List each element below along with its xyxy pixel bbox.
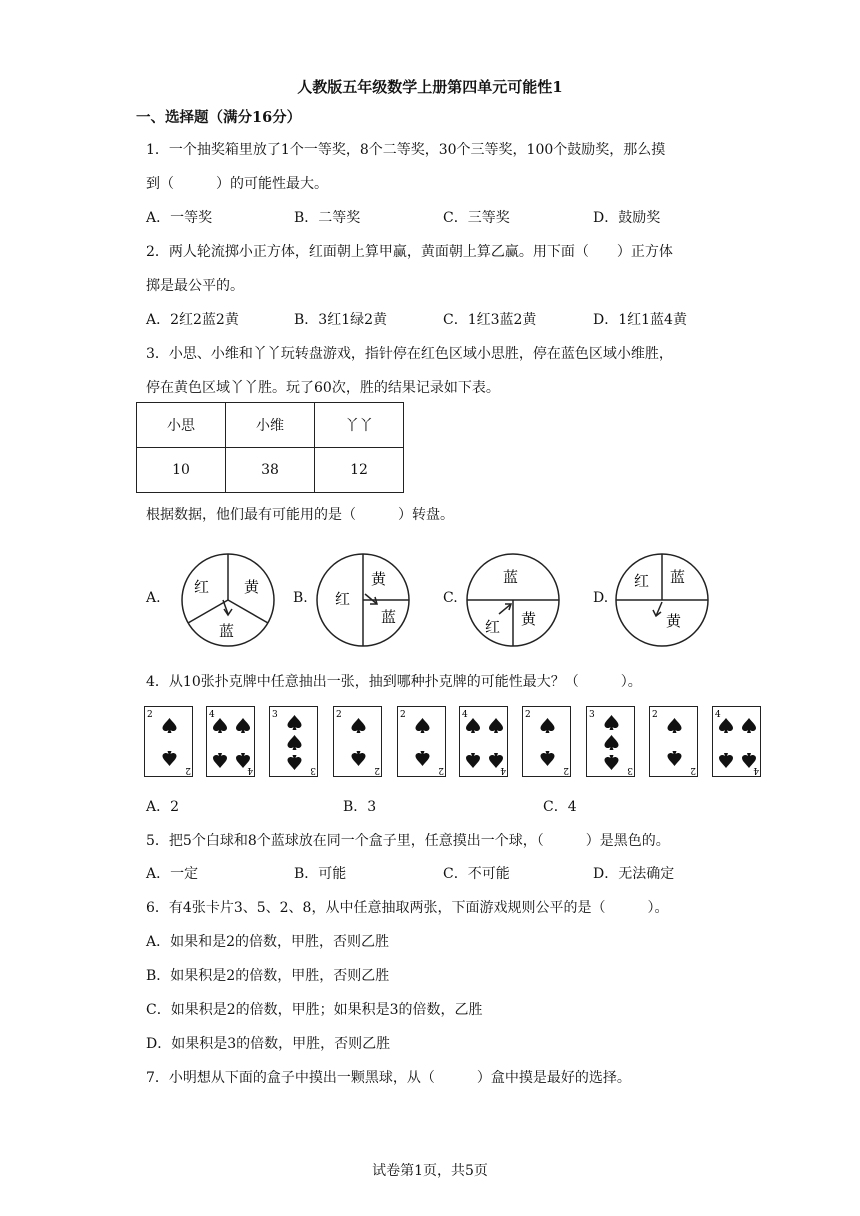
q2-stem-line2: 掷是最公平的。 — [146, 278, 244, 294]
card-rank: 2 — [690, 765, 696, 775]
spade-pip — [742, 718, 756, 733]
table-cell: 10 — [137, 448, 226, 493]
playing-card — [522, 706, 571, 777]
spade-pip — [213, 753, 227, 768]
page-footer: 试卷第1页，共5页 — [372, 1163, 488, 1179]
table-cell: 12 — [315, 448, 404, 493]
table-cell: 38 — [226, 448, 315, 493]
q3-stem-line1: 3．小思、小维和丫丫玩转盘游戏，指针停在红色区域小思胜，停在蓝色区域小维胜， — [146, 346, 673, 362]
q2-option-a: A．2红2蓝2黄 — [146, 312, 239, 328]
q6-option-b: B．如果积是2的倍数，甲胜，否则乙胜 — [146, 968, 390, 984]
spade-pip — [236, 718, 250, 733]
q5-option-c: C．不可能 — [443, 866, 510, 882]
spade-pip — [719, 753, 733, 768]
q3-stem-line2: 停在黄色区域丫丫胜。玩了60次，胜的结果记录如下表。 — [146, 380, 500, 396]
card-rank: 3 — [272, 710, 278, 720]
q6-option-d: D．如果积是3的倍数，甲胜，否则乙胜 — [146, 1036, 391, 1052]
q1-option-d: D．鼓励奖 — [593, 210, 661, 226]
spade-pip — [541, 718, 555, 733]
results-table — [136, 402, 404, 493]
table-header-row — [137, 403, 404, 448]
spade-icon — [523, 707, 572, 778]
card-rank: 2 — [400, 710, 406, 720]
playing-card — [649, 706, 698, 777]
q6-option-c: C．如果积是2的倍数，甲胜；如果积是3的倍数，乙胜 — [146, 1002, 483, 1018]
spade-pip — [352, 718, 366, 733]
spade-pip — [213, 718, 227, 733]
card-rank: 3 — [627, 765, 633, 775]
spade-pip — [605, 735, 619, 750]
spade-pip — [605, 755, 619, 770]
card-rank: 2 — [438, 765, 444, 775]
playing-card — [712, 706, 761, 777]
card-rank: 2 — [336, 710, 342, 720]
spinner-d-diagram — [614, 552, 710, 648]
spade-icon — [207, 707, 256, 778]
spade-icon — [650, 707, 699, 778]
q2-option-d: D．1红1蓝4黄 — [593, 312, 687, 328]
q1-option-a: A．一等奖 — [146, 210, 213, 226]
spinner-a-diagram — [180, 552, 276, 648]
q1-option-b: B．二等奖 — [294, 210, 361, 226]
q4-stem: 4．从10张扑克牌中任意抽出一张，抽到哪种扑克牌的可能性最大？（ ）。 — [146, 674, 642, 690]
playing-card — [459, 706, 508, 777]
table-header-cell: 小维 — [226, 403, 315, 448]
spade-icon — [270, 707, 319, 778]
spinner-text-blue: 蓝 — [381, 608, 397, 626]
card-rank: 4 — [209, 710, 215, 720]
spade-icon — [587, 707, 636, 778]
spinner-text-yellow: 黄 — [244, 578, 260, 596]
card-rank: 2 — [563, 765, 569, 775]
q6-stem: 6．有4张卡片3、5、2、8，从中任意抽取两张，下面游戏规则公平的是（ ）。 — [146, 900, 669, 916]
spinner-text-yellow: 黄 — [666, 612, 682, 630]
spade-pip — [416, 751, 430, 766]
spinner-text-red: 红 — [485, 618, 501, 636]
q3-stem-line3: 根据数据，他们最有可能用的是（ ）转盘。 — [146, 507, 454, 523]
playing-card — [586, 706, 635, 777]
spade-pip — [352, 751, 366, 766]
spinner-c-diagram — [465, 552, 561, 648]
playing-card — [206, 706, 255, 777]
spade-icon — [713, 707, 762, 778]
spinner-text-blue: 蓝 — [670, 568, 686, 586]
spade-pip — [416, 718, 430, 733]
q2-stem-line1: 2．两人轮流掷小正方体，红面朝上算甲赢，黄面朝上算乙赢。用下面（ ）正方体 — [146, 244, 673, 260]
spinner-text-yellow: 黄 — [521, 610, 537, 628]
spade-pip — [719, 718, 733, 733]
spade-pip — [668, 718, 682, 733]
spade-pip — [541, 751, 555, 766]
section-heading: 一、选择题（满分16分） — [136, 109, 302, 126]
card-rank: 4 — [247, 765, 253, 775]
spinner-b-diagram — [315, 552, 411, 648]
spinner-text-red: 红 — [194, 578, 210, 596]
spinner-c-label: C. — [443, 590, 458, 606]
q5-option-b: B．可能 — [294, 866, 347, 882]
spinner-text-red: 红 — [634, 572, 650, 590]
q2-option-c: C．1红3蓝2黄 — [443, 312, 537, 328]
spade-pip — [288, 715, 302, 730]
spinner-text-blue: 蓝 — [503, 568, 519, 586]
table-header-cell: 丫丫 — [315, 403, 404, 448]
q1-stem-line2: 到（ ）的可能性最大。 — [146, 176, 328, 192]
q5-stem: 5．把5个白球和8个蓝球放在同一个盒子里，任意摸出一个球，（ ）是黑色的。 — [146, 833, 670, 849]
card-rank: 3 — [589, 710, 595, 720]
spinner-text-blue: 蓝 — [219, 622, 235, 640]
page-title: 人教版五年级数学上册第四单元可能性1 — [297, 78, 563, 96]
q4-option-c: C．4 — [543, 799, 577, 815]
card-rank: 2 — [374, 765, 380, 775]
spade-pip — [288, 735, 302, 750]
q7-stem: 7．小明想从下面的盒子中摸出一颗黑球，从（ ）盒中摸是最好的选择。 — [146, 1070, 631, 1086]
playing-card — [144, 706, 193, 777]
spade-pip — [288, 755, 302, 770]
q1-stem-line1: 1．一个抽奖箱里放了1个一等奖，8个二等奖，30个三等奖，100个鼓励奖，那么摸 — [146, 142, 666, 158]
spade-pip — [668, 751, 682, 766]
card-rank: 2 — [652, 710, 658, 720]
q1-option-c: C．三等奖 — [443, 210, 510, 226]
spinner-text-yellow: 黄 — [371, 570, 387, 588]
playing-card — [269, 706, 318, 777]
spade-pip — [489, 718, 503, 733]
spade-icon — [460, 707, 509, 778]
q2-option-b: B．3红1绿2黄 — [294, 312, 388, 328]
spade-icon — [145, 707, 194, 778]
spinner-text-red: 红 — [335, 590, 351, 608]
spinner-a-label: A. — [146, 590, 161, 606]
spinner-b-label: B. — [293, 590, 308, 606]
spade-icon — [334, 707, 383, 778]
spade-pip — [466, 753, 480, 768]
spade-pip — [163, 718, 177, 733]
spade-icon — [398, 707, 447, 778]
q5-option-d: D．无法确定 — [593, 866, 675, 882]
card-rank: 3 — [310, 765, 316, 775]
card-rank: 4 — [500, 765, 506, 775]
spinner-d-label: D. — [593, 590, 609, 606]
q4-option-b: B．3 — [343, 799, 377, 815]
q6-option-a: A．如果和是2的倍数，甲胜，否则乙胜 — [146, 934, 390, 950]
q5-option-a: A．一定 — [146, 866, 199, 882]
card-rank: 4 — [753, 765, 759, 775]
card-rank: 4 — [715, 710, 721, 720]
spade-pip — [163, 751, 177, 766]
playing-card — [333, 706, 382, 777]
playing-card — [397, 706, 446, 777]
table-row — [137, 448, 404, 493]
card-rank: 2 — [185, 765, 191, 775]
spade-pip — [466, 718, 480, 733]
card-rank: 2 — [525, 710, 531, 720]
card-rank: 4 — [462, 710, 468, 720]
card-rank: 2 — [147, 710, 153, 720]
table-header-cell: 小思 — [137, 403, 226, 448]
q4-option-a: A．2 — [146, 799, 180, 815]
spade-pip — [605, 715, 619, 730]
